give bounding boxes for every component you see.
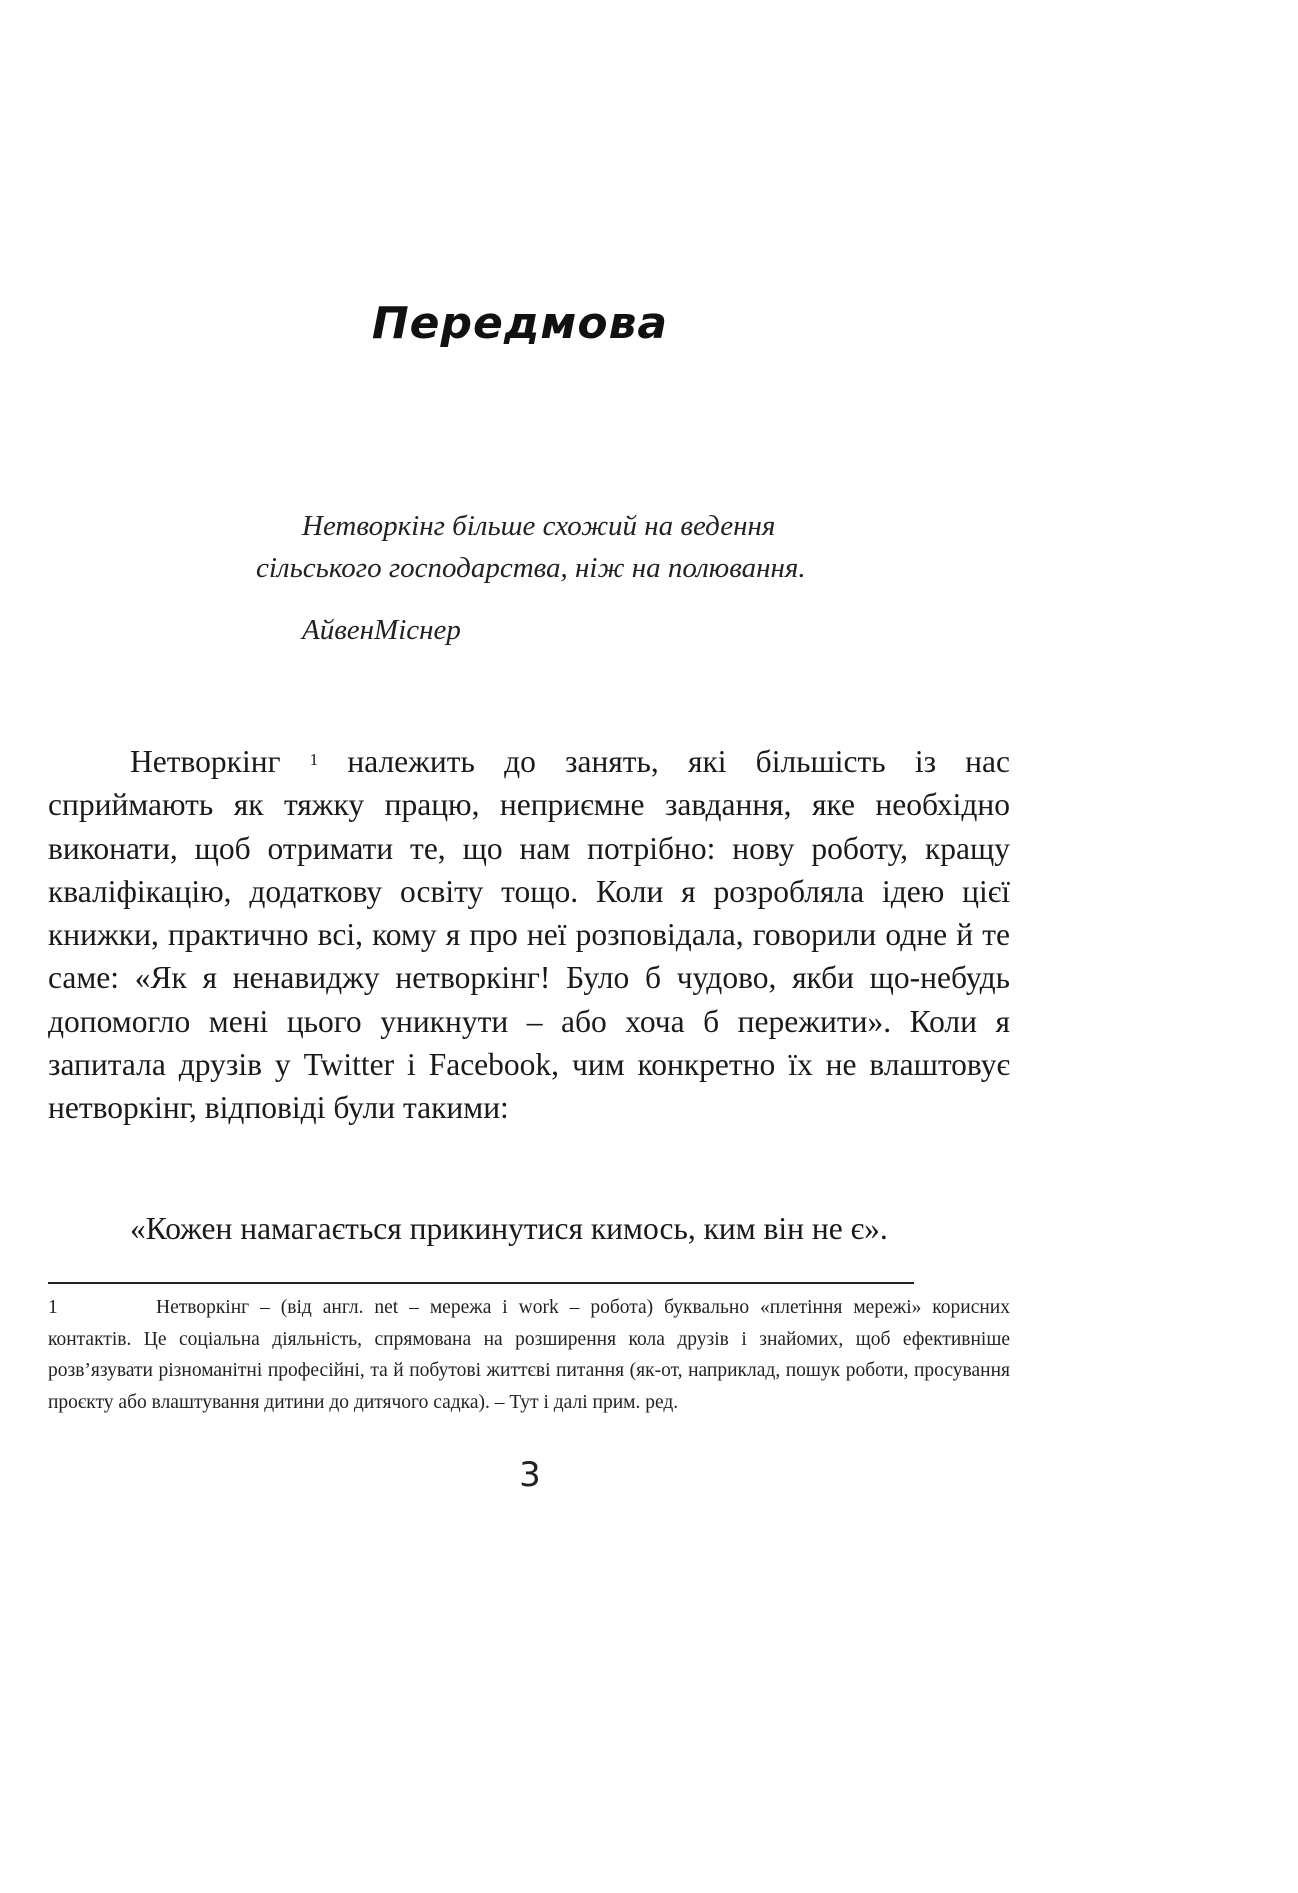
footnote-number: 1 <box>48 1297 58 1318</box>
footnote-text: Нетворкінг – (від англ. net – мережа і work – робота) буквально «плетіння мережі» корисних контактів. Це соціальна діяльність, спрямована на розширення кола друзів і знайомих, щоб ефективніше розв’язувати різноманітні професійні, та й побутові життєві питання (як-от, наприклад, пошук роботи, просування проєкту або влаштування дитини до дитячого садка). – Тут і далі прим. ред. <box>48 1297 1010 1413</box>
epigraph-line-2: сільського господарства, ніж на полювання. <box>256 552 806 584</box>
epigraph-author: АйвенМіснер <box>302 614 461 646</box>
footnote-reference: 1 <box>309 750 319 769</box>
body-paragraph <box>48 740 1010 1130</box>
paragraph-text: належить до занять, які більшість із нас сприймають як тяжку працю, неприємне завдання, яке необхідно виконати, щоб отримати те, що нам потрібно: нову роботу, кращу кваліфікацію, додаткову освіту тощо. Коли я розробляла ідею цієї книжки, практично всі, кому я про неї розповідала, говорили одне й те саме: «Як я ненавиджу нетворкінг! Було б чудово, якби що-небудь допомогло мені цього уникнути – або хоча б пережити». Коли я запитала друзів у Twitter і Facebook, чим конкретно їх не влаштовує нетворкінг, відповіді були такими: <box>48 744 1010 1126</box>
quoted-answer: «Кожен намагається прикинутися кимось, ким він не є». <box>130 1211 888 1246</box>
epigraph-line-1: Нетворкінг більше схожий на ведення <box>302 510 776 542</box>
page-number: 3 <box>519 1455 541 1495</box>
footnote-divider <box>48 1282 914 1284</box>
chapter-title: Передмова <box>371 298 669 349</box>
paragraph-lead-word: Нетворкінг <box>130 744 281 779</box>
footnote <box>48 1292 1010 1418</box>
epigraph <box>256 505 936 651</box>
